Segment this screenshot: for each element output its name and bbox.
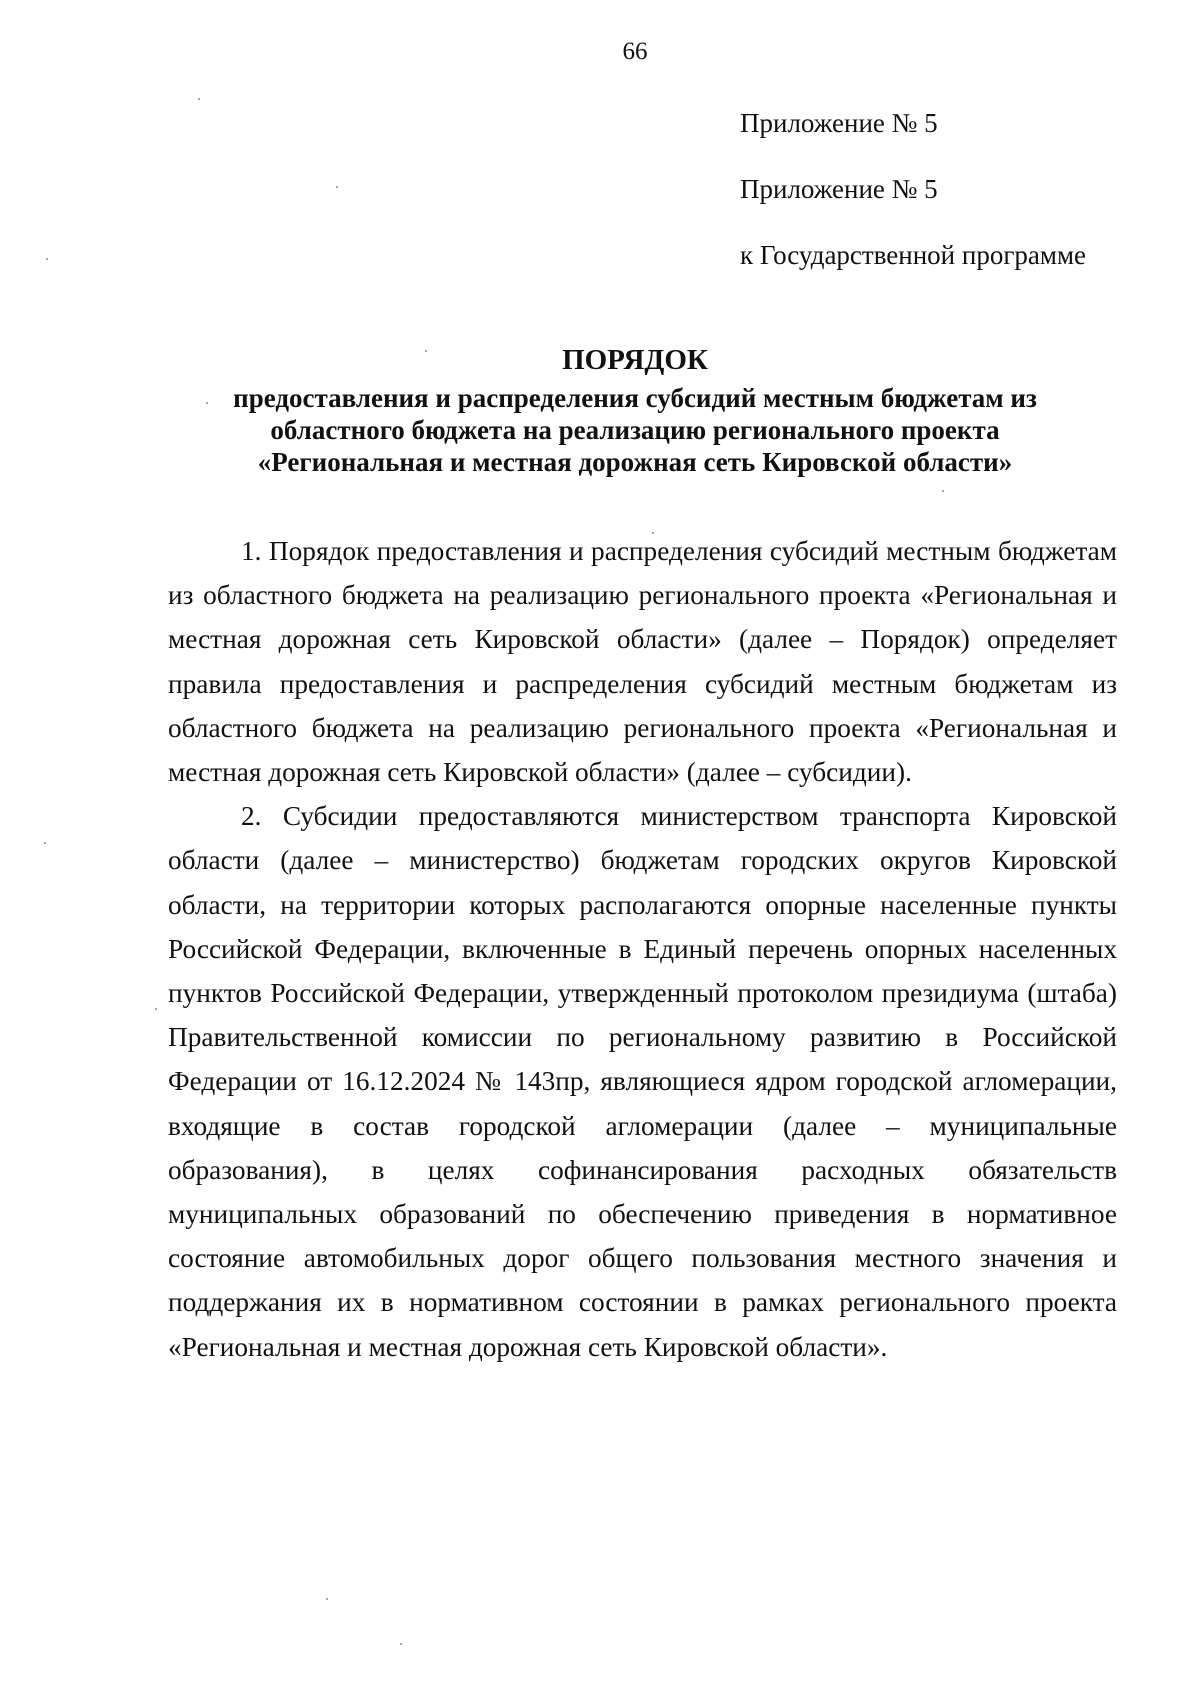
scan-speck xyxy=(46,258,48,260)
scan-speck xyxy=(326,1598,328,1600)
subtitle-line-3: «Региональная и местная дорожная сеть Кировской области» xyxy=(257,447,1013,477)
annex-program-reference: к Государственной программе xyxy=(740,240,1087,270)
scan-speck xyxy=(652,532,654,534)
scan-speck xyxy=(206,402,208,404)
scan-speck xyxy=(336,186,338,188)
scan-speck xyxy=(942,490,944,492)
subtitle-line-2: областного бюджета на реализацию регионального проекта xyxy=(270,415,1000,445)
document-title-block xyxy=(170,342,1100,478)
scan-speck xyxy=(198,98,200,100)
paragraph-2: 2. Субсидии предоставляются министерством транспорта Кировской области (далее – министерство) бюджетам городских округов Кировской области, на территории которых располагаются опорные населенные пункты Российской Федерации, включенные в Единый перечень опорных населенных пунктов Российской Федерации, утвержденный протоколом президиума (штаба) Правительственной комиссии по региональному развитию в Российской Федерации от 16.12.2024 № 143пр, являющиеся ядром городской агломерации, входящие в состав городской агломерации (далее – муниципальные образования), в целях софинансирования расходных обязательств муниципальных образований по обеспечению приведения в нормативное состояние автомобильных дорог общего пользования местного значения и поддержания их в нормативном состоянии в рамках регионального проекта «Региональная и местная дорожная сеть Кировской области». xyxy=(168,801,1117,1362)
annex-label-repeat: Приложение № 5 xyxy=(740,174,938,204)
scan-speck xyxy=(44,842,46,844)
annex-label: Приложение № 5 xyxy=(740,108,938,138)
scan-speck xyxy=(425,350,427,352)
document-subtitle xyxy=(170,382,1100,478)
scan-speck xyxy=(155,1008,157,1010)
paragraph-1: 1. Порядок предоставления и распределения субсидий местным бюджетам из областного бюджета на реализацию регионального проекта «Региональная и местная дорожная сеть Кировской области» (далее – Порядок) определяет правила предоставления и распределения субсидий местным бюджетам из областного бюджета на реализацию регионального проекта «Региональная и местная дорожная сеть Кировской области» (далее – субсидии). xyxy=(168,536,1117,788)
page-number: 66 xyxy=(622,38,648,65)
document-title: ПОРЯДОК xyxy=(562,344,708,376)
scan-speck xyxy=(400,1643,402,1645)
subtitle-line-1: предоставления и распределения субсидий местным бюджетам из xyxy=(233,383,1037,413)
document-body xyxy=(168,529,1117,1369)
